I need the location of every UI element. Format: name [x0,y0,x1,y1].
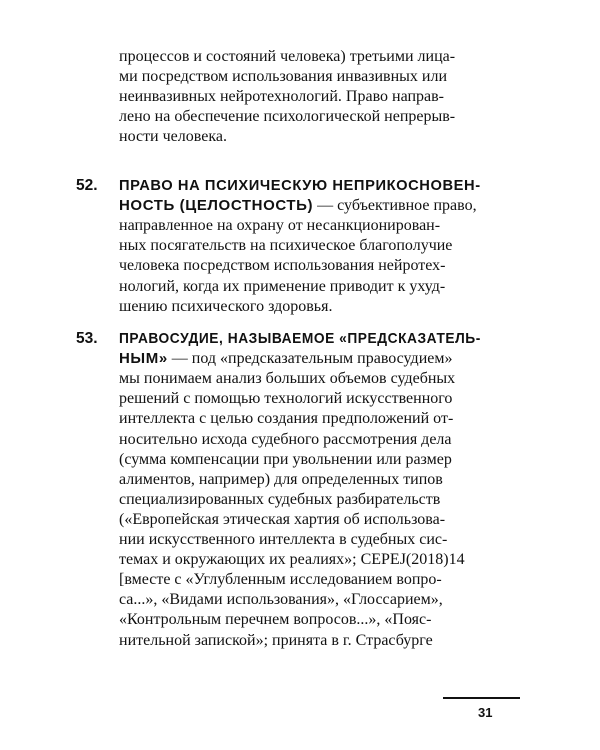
text-line: нологий, когда их применение приводит к ухуд- [119,277,446,295]
text-line: алиментов, например) для определенных типов [119,470,443,488]
text-line [119,349,452,369]
text-line: ности человека. [119,128,227,146]
entry-number: 52. [76,177,98,194]
text-line: нии искусственного интеллекта в судебных сис- [119,531,448,548]
text-line: направленное на охрану от несанкционирован- [119,217,441,235]
text-line: [вместе с «Углубленным исследованием вопро- [119,571,442,589]
text-line: ми посредством использования инвазивных или [119,68,448,86]
footer-rule [443,697,520,699]
text-line [119,329,481,349]
entry-term: НЫМ» [119,350,168,368]
text-line: человека посредством использования нейротех- [119,257,446,275]
text-line: ных посягательств на психическое благополучие [119,237,453,255]
text-line: решений с помощью технологий искусственного [119,390,453,408]
text-line: интеллекта с целью создания предположений от- [119,410,454,428]
text-line: неинвазивных нейротехнологий. Право направ- [119,88,445,106]
text-line: носительно исхода судебного рассмотрения дела [119,430,452,448]
text-line [119,176,481,196]
text-line: (сумма компенсации при увольнении или размер [119,450,452,468]
page-number: 31 [478,705,493,720]
text-line: шению психического здоровья. [119,297,333,315]
entry-definition-start: — под «предсказательным правосудием» [167,350,453,368]
text-line: мы понимаем анализ больших объемов судебных [119,370,456,388]
entry-term: НОСТЬ (ЦЕЛОСТНОСТЬ) [119,197,314,215]
entry-term: ПРАВОСУДИЕ, НАЗЫВАЕМОЕ «ПРЕДСКАЗАТЕЛЬ- [119,330,481,347]
text-line: специализированных судебных разбирательств [119,490,441,508]
text-line: темах и окружающих их реалиях»; CEPEJ(2018)14 [119,551,465,569]
entry-number: 53. [76,330,98,347]
text-line [119,196,477,216]
text-line: са...», «Видами использования», «Глоссарием», [119,591,443,609]
entry-definition-start: — субъективное право, [313,197,477,215]
text-line: «Контрольным перечнем вопросов...», «Пояс- [119,611,432,629]
text-line: лено на обеспечение психологической непрерыв- [119,108,456,126]
text-line: («Европейская этическая хартия об использова- [119,510,446,528]
text-line: процессов и состояний человека) третьими лица- [119,48,456,65]
text-line: нительной запиской»; принята в г. Страсбурге [119,631,433,649]
entry-term: ПРАВО НА ПСИХИЧЕСКУЮ НЕПРИКОСНОВЕН- [119,177,481,194]
